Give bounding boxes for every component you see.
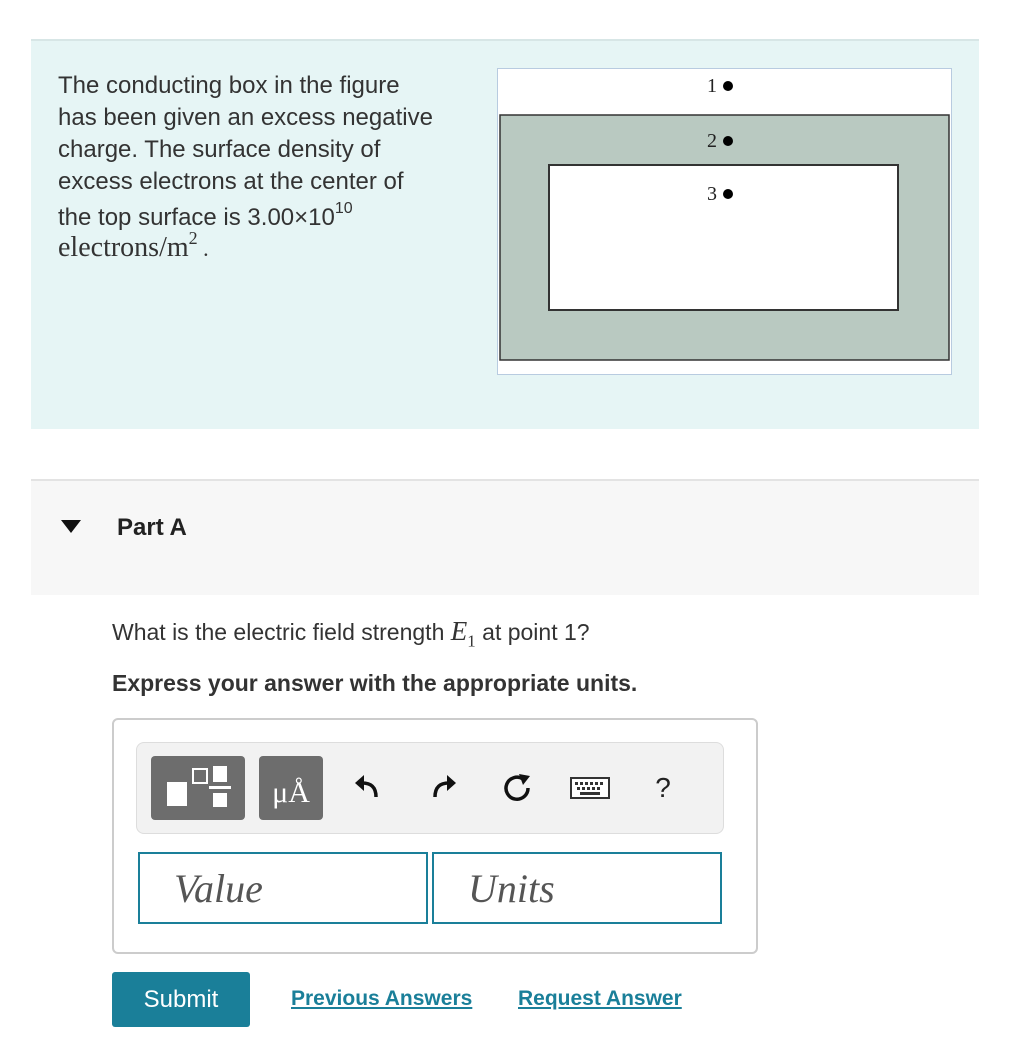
previous-answers-link[interactable]: Previous Answers <box>291 987 473 1010</box>
point-2 <box>723 136 733 146</box>
unit-base: electrons/m <box>58 232 189 263</box>
conducting-box-figure <box>497 68 952 375</box>
reset-icon <box>501 772 533 804</box>
units-placeholder: Units <box>468 866 555 911</box>
point-3 <box>723 189 733 199</box>
problem-line-density <box>58 202 478 234</box>
unit-suffix: . <box>197 236 209 261</box>
question-text <box>112 616 590 651</box>
problem-line: The conducting box in the figure <box>58 72 400 99</box>
templates-button[interactable] <box>151 756 245 820</box>
submit-button[interactable]: Submit <box>112 972 250 1027</box>
units-icon: μÅ <box>272 776 310 809</box>
help-icon: ? <box>655 772 671 803</box>
point-label-3: 3 <box>707 183 717 205</box>
symbol-letter: E <box>450 616 468 646</box>
collapse-triangle-icon[interactable] <box>61 520 81 533</box>
problem-statement <box>58 70 478 265</box>
part-a-header[interactable] <box>31 479 979 595</box>
undo-button[interactable] <box>347 768 387 808</box>
unit-exponent: 2 <box>188 228 198 248</box>
undo-icon <box>352 773 382 803</box>
field-symbol <box>450 616 476 651</box>
question-prefix: What is the electric field strength <box>112 619 451 645</box>
request-answer-link[interactable]: Request Answer <box>518 987 682 1010</box>
point-label-1: 1 <box>707 75 717 97</box>
keyboard-icon <box>570 776 610 800</box>
redo-icon <box>429 773 459 803</box>
density-unit <box>58 228 478 265</box>
math-toolbar <box>136 742 724 834</box>
units-input[interactable] <box>432 852 722 924</box>
templates-icon <box>151 756 245 820</box>
redo-button[interactable] <box>424 768 464 808</box>
help-button[interactable] <box>643 768 683 808</box>
problem-line: charge. The surface density of <box>58 136 381 163</box>
problem-line: excess electrons at the center of <box>58 168 404 195</box>
keyboard-button[interactable] <box>567 768 613 808</box>
reset-button[interactable] <box>497 768 537 808</box>
point-1 <box>723 81 733 91</box>
point-label-2: 2 <box>707 130 717 152</box>
units-button[interactable] <box>259 756 323 820</box>
symbol-subscript: 1 <box>467 631 476 651</box>
instruction-text: Express your answer with the appropriate units. <box>112 670 638 696</box>
value-input[interactable] <box>138 852 428 924</box>
question-suffix: at point 1? <box>475 619 590 645</box>
part-title: Part A <box>117 514 187 541</box>
value-placeholder: Value <box>174 866 263 911</box>
problem-line: has been given an excess negative <box>58 104 433 131</box>
density-exponent: 10 <box>334 200 353 217</box>
problem-panel <box>31 39 979 429</box>
cavity <box>549 165 898 310</box>
answer-box <box>112 718 758 954</box>
density-value: the top surface is 3.00×10 <box>58 204 335 231</box>
